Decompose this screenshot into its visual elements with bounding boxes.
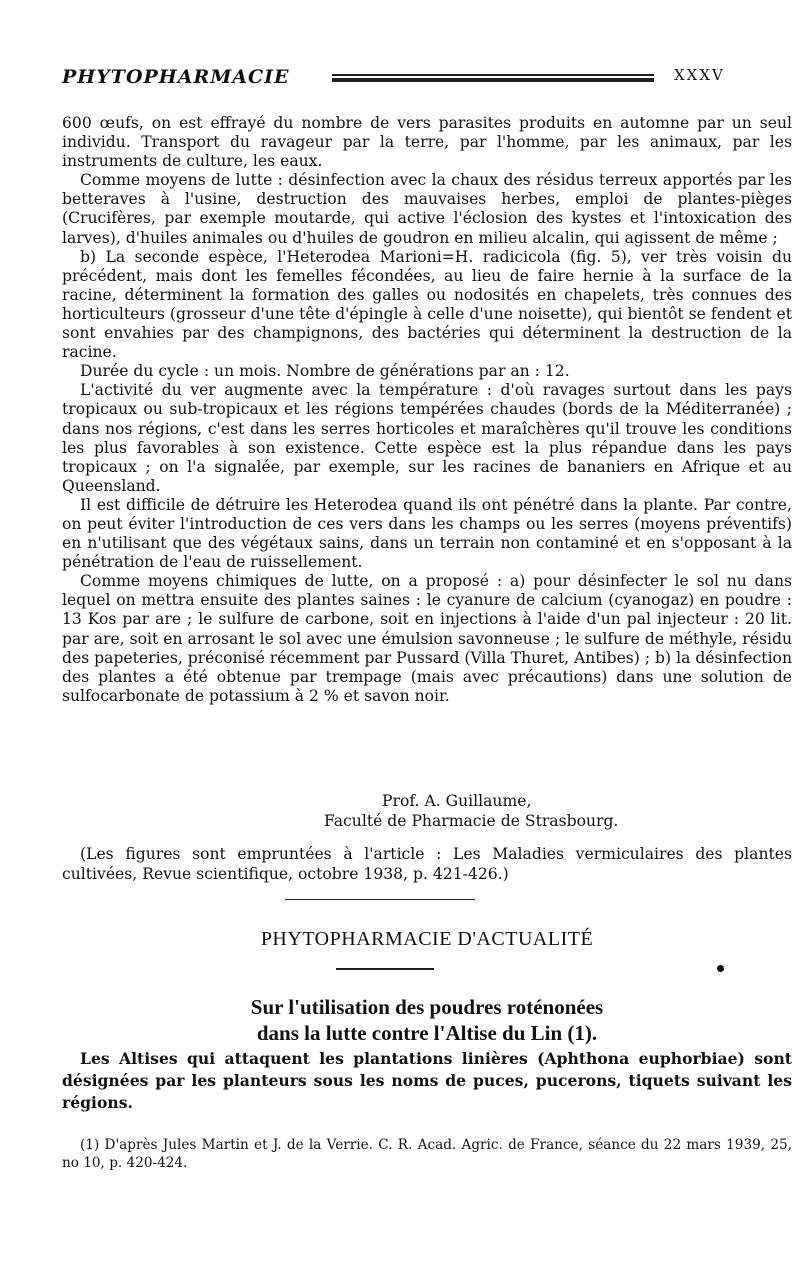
body-paragraph: b) La seconde espèce, l'Heterodea Marioni=H. radicicola (fig. 5), ver très voisin du précédent, mais dont les femelles fécondées, au lieu de faire hernie à la surface de la racine, déterminent la formation des galles ou nodosités en chapelets, très connues des horticulteurs (grosseur d'une tête d'épingle à celle d'une noisette), qui bientôt se fendent et sont envahies par des champignons, des bactéries qui déterminent la destruction de la racine.: [62, 247, 792, 362]
section-divider: [285, 899, 475, 900]
body-paragraph: Durée du cycle : un mois. Nombre de générations par an : 12.: [80, 362, 570, 381]
article-lead-text: Les Altises qui attaquent les plantations linières (Aphthona euphorbiae) sont désignées par les planteurs sous les noms de puces, pucerons, tiquets suivant les régions.: [62, 1049, 792, 1112]
margin-dot-mark: [717, 965, 724, 972]
footnote-text: (1) D'après Jules Martin et J. de la Verrie. C. R. Acad. Agric. de France, séance du 22 mars 1939, 25, no 10, p. 420-424.: [62, 1137, 792, 1171]
page-folio: XXXV: [674, 66, 725, 84]
source-note-text: (Les figures sont empruntées à l'article : Les Maladies vermiculaires des plantes cultivées, Revue scientifique, octobre 1938, p. 421-426.): [62, 845, 792, 883]
running-head-rule: [332, 74, 654, 80]
figure-source-note: [62, 844, 792, 884]
body-paragraph: Comme moyens chimiques de lutte, on a proposé : a) pour désinfecter le sol nu dans lequel on mettra ensuite des plantes saines : le cyanure de calcium (cyanogaz) en poudre : 13 Kos par are ; le sulfure de carbone, soit en injections à l'aide d'un pal injecteur : 20 lit. par are, soit en arrosant le sol avec une émulsion savonneuse ; le sulfure de méthyle, résidu des papeteries, préconisé récemment par Pussard (Villa Thuret, Antibes) ; b) la désinfection des plantes a été obtenue par trempage (mais avec précautions) dans une solution de sulfocarbonate de potassium à 2 % et savon noir.: [62, 572, 792, 705]
body-paragraph: L'activité du ver augmente avec la température : d'où ravages surtout dans les pays tropicaux ou sub-tropicaux et les régions tempérées chaudes (bords de la Méditerranée) ; dans nos régions, c'est dans les serres horticoles et maraîchères qu'il trouve les conditions les plus favorables à son existence. Cette espèce est la plus répandue dans les pays tropicaux ; on l'a signalée, par exemple, sur les racines de bananiers en Afrique et au Queensland.: [62, 381, 792, 495]
body-paragraph: Comme moyens de lutte : désinfection avec la chaux des résidus terreux apportés par les betteraves à l'usine, destruction des mauvaises herbes, emploi de plantes-pièges (Crucifères, par exemple moutarde, qui active l'éclosion des kystes et l'intoxication des larves), d'huiles animales ou d'huiles de goudron en milieu alcalin, qui agissent de même ;: [62, 171, 792, 247]
signature-block: [62, 791, 792, 831]
author-affiliation: Faculté de Pharmacie de Strasbourg.: [324, 812, 619, 830]
body-text: [62, 114, 792, 706]
running-head: [62, 66, 792, 96]
article-title-line: dans la lutte contre l'Altise du Lin (1).: [256, 1021, 598, 1045]
section-title: PHYTOPHARMACIE D'ACTUALITÉ: [260, 928, 594, 950]
article-title: [62, 994, 792, 1046]
body-paragraph: 600 œufs, on est effrayé du nombre de vers parasites produits en automne par un seul individu. Transport du ravageur par la terre, par l'homme, par les animaux, par les instruments de culture, les eaux.: [62, 114, 792, 171]
body-paragraph: Il est difficile de détruire les Heterodea quand ils ont pénétré dans la plante. Par contre, on peut éviter l'introduction de ces vers dans les champs ou les serres (moyens préventifs) en n'utilisant que des végétaux sains, dans un terrain non contaminé et en s'opposant à la pénétration de l'eau de ruissellement.: [62, 495, 792, 572]
author-name: Prof. A. Guillaume,: [382, 792, 532, 810]
section-title-rule: [336, 968, 434, 970]
running-title: PHYTOPHARMACIE: [62, 66, 290, 88]
article-title-line: Sur l'utilisation des poudres roténonées: [250, 995, 604, 1019]
article-lead: [62, 1048, 792, 1114]
footnote: [62, 1136, 792, 1172]
